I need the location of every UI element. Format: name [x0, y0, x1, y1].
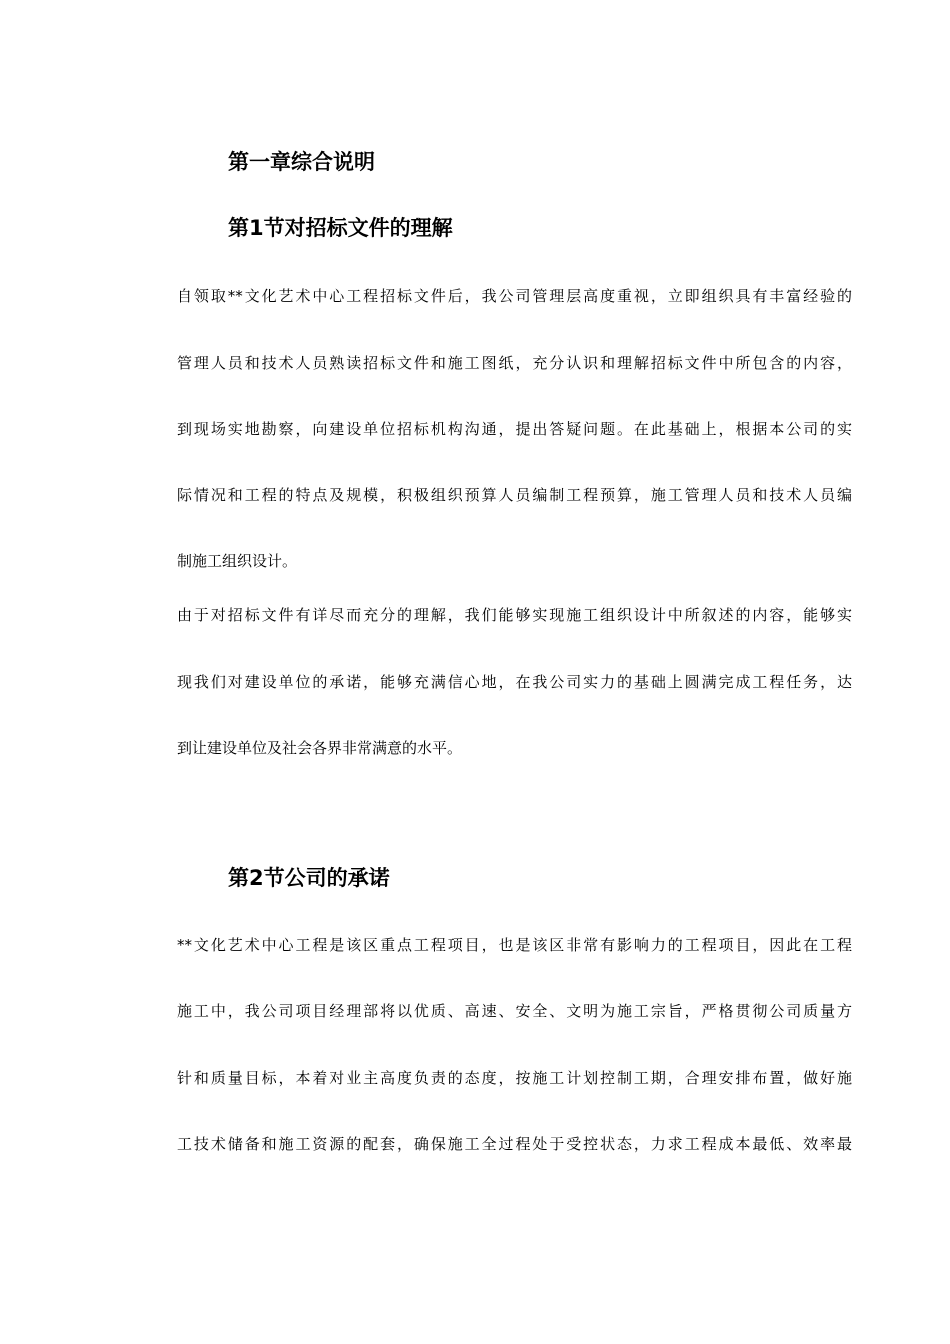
- paragraph-line: 管理人员和技术人员熟读招标文件和施工图纸，充分认识和理解招标文件中所包含的内容，: [177, 354, 852, 372]
- paragraph-line: 工技术储备和施工资源的配套，确保施工全过程处于受控状态，力求工程成本最低、效率最: [177, 1135, 852, 1153]
- paragraph-line: 针和质量目标，本着对业主高度负责的态度，按施工计划控制工期，合理安排布置，做好施: [177, 1069, 852, 1087]
- paragraph-line: 际情况和工程的特点及规模，积极组织预算人员编制工程预算，施工管理人员和技术人员编: [177, 486, 852, 504]
- paragraph-line: 现我们对建设单位的承诺，能够充满信心地，在我公司实力的基础上圆满完成工程任务，达: [177, 673, 852, 691]
- paragraph-line: 自领取**文化艺术中心工程招标文件后，我公司管理层高度重视，立即组织具有丰富经验的: [177, 287, 852, 305]
- section-title-2: 第2节公司的承诺: [228, 866, 390, 890]
- paragraph-line: 到让建设单位及社会各界非常满意的水平。: [177, 739, 463, 757]
- section-title-1: 第1节对招标文件的理解: [228, 216, 453, 240]
- chapter-title: 第一章综合说明: [228, 150, 375, 174]
- paragraph-line: **文化艺术中心工程是该区重点工程项目，也是该区非常有影响力的工程项目，因此在工程: [177, 936, 852, 954]
- paragraph-line: 施工中，我公司项目经理部将以优质、高速、安全、文明为施工宗旨，严格贯彻公司质量方: [177, 1002, 852, 1020]
- paragraph-line: 制施工组织设计。: [177, 552, 298, 570]
- paragraph-line: 由于对招标文件有详尽而充分的理解，我们能够实现施工组织设计中所叙述的内容，能够实: [177, 606, 852, 624]
- paragraph-line: 到现场实地勘察，向建设单位招标机构沟通，提出答疑问题。在此基础上，根据本公司的实: [177, 420, 852, 438]
